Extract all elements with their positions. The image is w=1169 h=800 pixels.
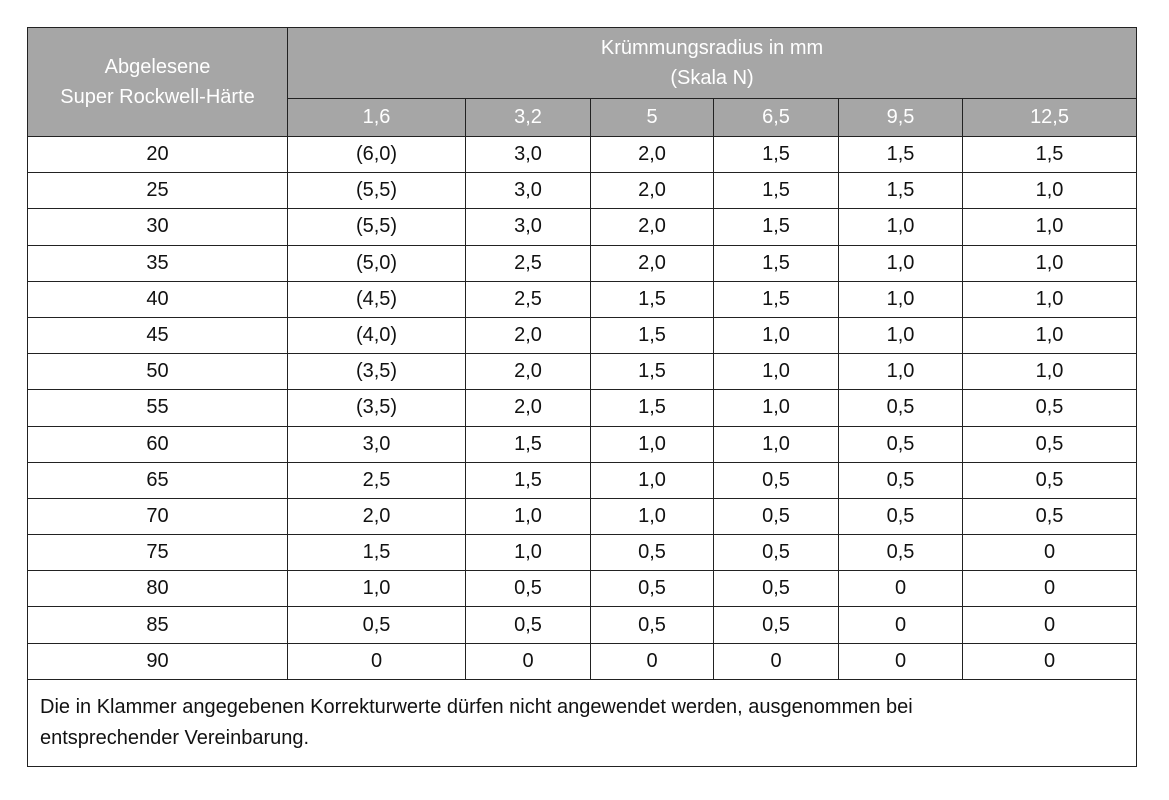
value-cell: 0,5 <box>839 390 963 426</box>
value-cell: 3,0 <box>466 137 591 173</box>
value-cell: 3,0 <box>466 209 591 245</box>
value-cell: 1,5 <box>466 426 591 462</box>
header-radius-line1: Krümmungsradius in mm <box>600 37 824 59</box>
footnote-line1: Die in Klammer angegebenen Korrekturwerte dürfen nicht angewendet werden, ausgenommen bei <box>40 695 913 718</box>
value-cell: (4,0) <box>288 317 466 353</box>
table-row <box>28 571 1137 607</box>
table-row <box>28 209 1137 245</box>
value-cell: 0 <box>288 643 466 679</box>
value-cell: 0 <box>963 571 1137 607</box>
value-cell: 0 <box>963 607 1137 643</box>
header-hardness <box>28 28 288 137</box>
value-cell: 2,0 <box>466 354 591 390</box>
table-row <box>28 535 1137 571</box>
value-cell: 1,5 <box>591 281 714 317</box>
value-cell: 1,0 <box>466 535 591 571</box>
value-cell: 1,0 <box>963 209 1137 245</box>
value-cell: 0,5 <box>963 462 1137 498</box>
value-cell: 2,0 <box>591 173 714 209</box>
table-row <box>28 498 1137 534</box>
radius-column-header: 3,2 <box>466 99 591 137</box>
footnote-line2: entsprechender Vereinbarung. <box>40 726 310 749</box>
hardness-cell: 35 <box>28 245 288 281</box>
value-cell: 0,5 <box>288 607 466 643</box>
value-cell: 2,0 <box>466 317 591 353</box>
value-cell: 0 <box>714 643 839 679</box>
correction-table <box>27 27 1137 767</box>
value-cell: 0,5 <box>714 535 839 571</box>
value-cell: 1,0 <box>839 245 963 281</box>
value-cell: 1,0 <box>591 462 714 498</box>
hardness-cell: 90 <box>28 643 288 679</box>
header-hardness-line2: Super Rockwell-Härte <box>60 86 255 108</box>
value-cell: 2,0 <box>591 245 714 281</box>
table-row <box>28 245 1137 281</box>
value-cell: 0 <box>963 535 1137 571</box>
value-cell: 1,5 <box>591 317 714 353</box>
value-cell: 0,5 <box>839 462 963 498</box>
value-cell: 1,5 <box>839 173 963 209</box>
value-cell: 1,0 <box>839 317 963 353</box>
header-hardness-line1: Abgelesene <box>104 56 211 78</box>
table-row <box>28 317 1137 353</box>
value-cell: (3,5) <box>288 390 466 426</box>
value-cell: 0,5 <box>963 498 1137 534</box>
value-cell: 0,5 <box>591 607 714 643</box>
value-cell: 0,5 <box>839 498 963 534</box>
value-cell: 0,5 <box>963 426 1137 462</box>
radius-column-header: 1,6 <box>288 99 466 137</box>
table-row <box>28 173 1137 209</box>
hardness-cell: 55 <box>28 390 288 426</box>
hardness-cell: 45 <box>28 317 288 353</box>
hardness-cell: 85 <box>28 607 288 643</box>
value-cell: (5,0) <box>288 245 466 281</box>
value-cell: 1,0 <box>591 426 714 462</box>
value-cell: 0 <box>591 643 714 679</box>
value-cell: 2,0 <box>591 209 714 245</box>
hardness-cell: 25 <box>28 173 288 209</box>
radius-column-header: 9,5 <box>839 99 963 137</box>
hardness-cell: 40 <box>28 281 288 317</box>
value-cell: 2,0 <box>591 137 714 173</box>
value-cell: 1,5 <box>714 281 839 317</box>
hardness-cell: 80 <box>28 571 288 607</box>
value-cell: (4,5) <box>288 281 466 317</box>
value-cell: (5,5) <box>288 209 466 245</box>
value-cell: 1,0 <box>466 498 591 534</box>
table-row <box>28 607 1137 643</box>
value-cell: 0,5 <box>963 390 1137 426</box>
table-row <box>28 281 1137 317</box>
value-cell: 1,0 <box>714 390 839 426</box>
value-cell: 0 <box>839 571 963 607</box>
header-radius-line2: (Skala N) <box>670 67 754 89</box>
value-cell: 2,0 <box>288 498 466 534</box>
value-cell: 1,5 <box>591 354 714 390</box>
header-radius <box>288 28 1137 99</box>
value-cell: 1,0 <box>963 245 1137 281</box>
value-cell: 0,5 <box>714 571 839 607</box>
value-cell: (5,5) <box>288 173 466 209</box>
value-cell: 1,0 <box>839 209 963 245</box>
value-cell: (3,5) <box>288 354 466 390</box>
value-cell: 1,5 <box>963 137 1137 173</box>
value-cell: 1,0 <box>963 281 1137 317</box>
note-row <box>28 679 1137 766</box>
value-cell: 0,5 <box>839 535 963 571</box>
value-cell: 1,0 <box>963 173 1137 209</box>
value-cell: (6,0) <box>288 137 466 173</box>
value-cell: 1,0 <box>591 498 714 534</box>
radius-column-header: 6,5 <box>714 99 839 137</box>
value-cell: 0 <box>839 643 963 679</box>
value-cell: 0,5 <box>714 498 839 534</box>
table-row <box>28 137 1137 173</box>
value-cell: 0,5 <box>591 571 714 607</box>
value-cell: 0 <box>963 643 1137 679</box>
table-row <box>28 643 1137 679</box>
value-cell: 0,5 <box>714 607 839 643</box>
value-cell: 0 <box>466 643 591 679</box>
value-cell: 0,5 <box>466 571 591 607</box>
value-cell: 2,5 <box>466 281 591 317</box>
hardness-cell: 20 <box>28 137 288 173</box>
table-row <box>28 426 1137 462</box>
value-cell: 1,0 <box>714 426 839 462</box>
value-cell: 1,0 <box>963 354 1137 390</box>
hardness-cell: 65 <box>28 462 288 498</box>
hardness-cell: 70 <box>28 498 288 534</box>
value-cell: 1,5 <box>714 245 839 281</box>
footnote <box>28 679 1137 766</box>
table-header <box>28 28 1137 137</box>
value-cell: 3,0 <box>288 426 466 462</box>
value-cell: 1,5 <box>288 535 466 571</box>
table-row <box>28 390 1137 426</box>
value-cell: 1,5 <box>839 137 963 173</box>
radius-column-header: 5 <box>591 99 714 137</box>
hardness-cell: 50 <box>28 354 288 390</box>
value-cell: 1,0 <box>963 317 1137 353</box>
value-cell: 0,5 <box>839 426 963 462</box>
value-cell: 1,5 <box>714 173 839 209</box>
value-cell: 1,5 <box>714 209 839 245</box>
value-cell: 2,5 <box>466 245 591 281</box>
table-body <box>28 137 1137 767</box>
radius-column-header: 12,5 <box>963 99 1137 137</box>
hardness-cell: 30 <box>28 209 288 245</box>
value-cell: 1,5 <box>466 462 591 498</box>
table-row <box>28 462 1137 498</box>
value-cell: 1,0 <box>714 354 839 390</box>
value-cell: 2,0 <box>466 390 591 426</box>
value-cell: 1,0 <box>839 354 963 390</box>
value-cell: 2,5 <box>288 462 466 498</box>
hardness-cell: 60 <box>28 426 288 462</box>
value-cell: 1,5 <box>714 137 839 173</box>
hardness-cell: 75 <box>28 535 288 571</box>
table-row <box>28 354 1137 390</box>
value-cell: 1,0 <box>839 281 963 317</box>
value-cell: 0 <box>839 607 963 643</box>
value-cell: 1,0 <box>288 571 466 607</box>
value-cell: 0,5 <box>714 462 839 498</box>
value-cell: 1,0 <box>714 317 839 353</box>
value-cell: 0,5 <box>466 607 591 643</box>
value-cell: 0,5 <box>591 535 714 571</box>
value-cell: 1,5 <box>591 390 714 426</box>
value-cell: 3,0 <box>466 173 591 209</box>
